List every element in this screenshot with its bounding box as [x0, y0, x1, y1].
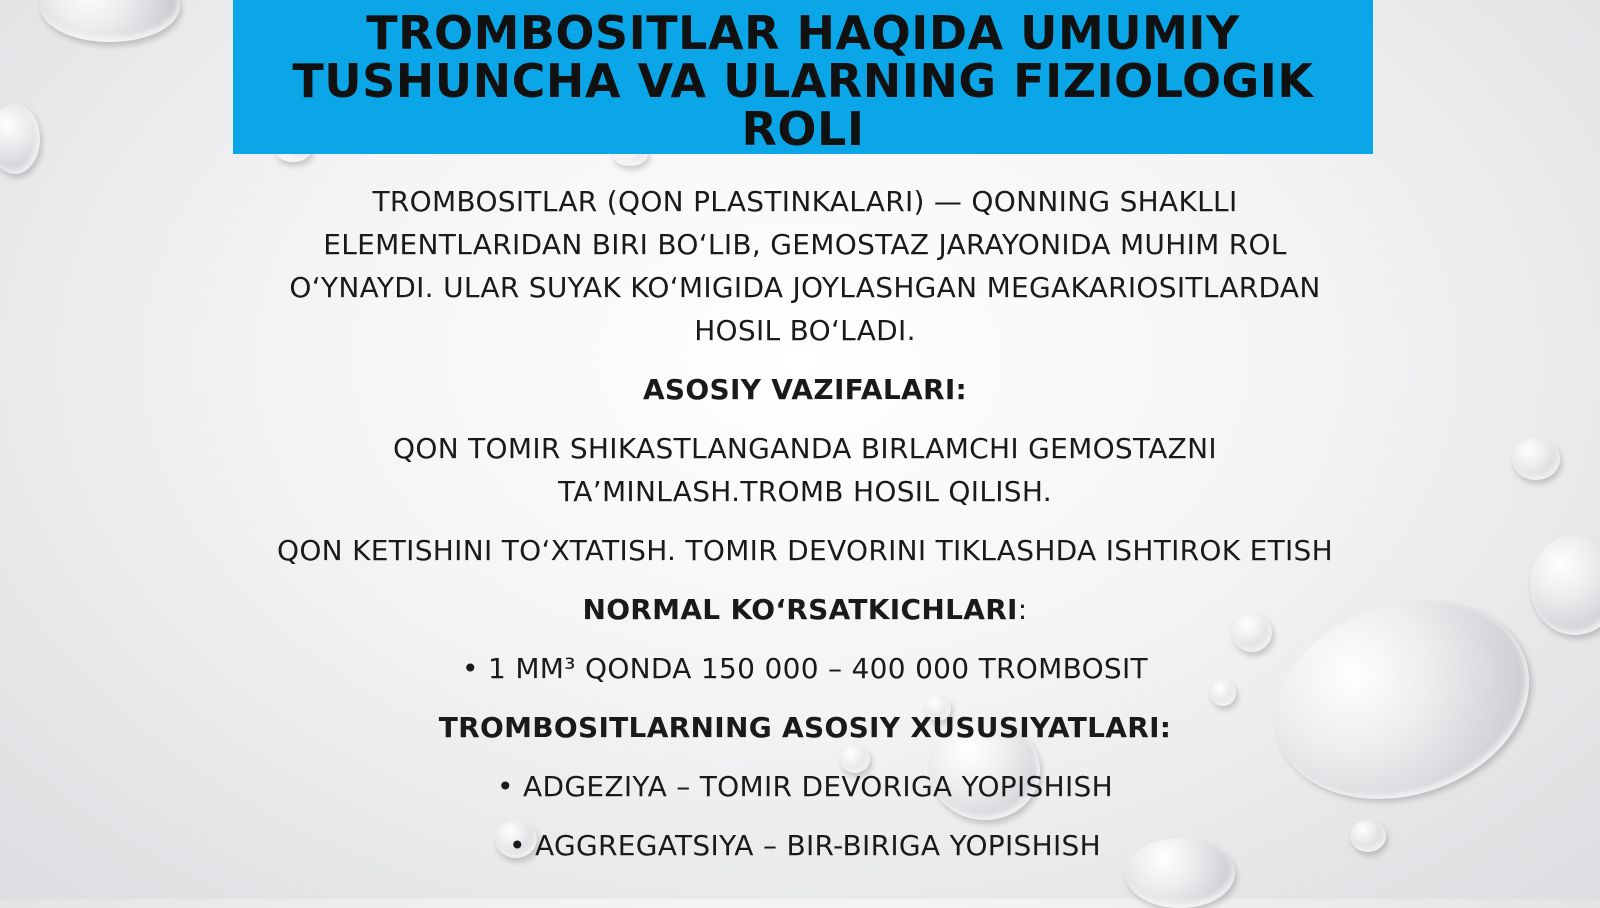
properties-heading: TROMBOSITLARNING ASOSIY XUSUSIYATLARI: — [438, 711, 1172, 744]
slide-title-line-1: TROMBOSITLAR HAQIDA UMUMIY — [366, 6, 1240, 60]
water-drop-decoration — [0, 104, 40, 174]
normal-heading-colon: : — [1017, 593, 1028, 626]
slide-title-line-2: TUSHUNCHA VA ULARNING FIZIOLOGIK ROLI — [292, 54, 1314, 156]
function-item-2: QON KETISHINI TO‘XTATISH. TOMIR DEVORINI TIKLASHDA ISHTIROK ETISH — [276, 534, 1333, 567]
property-item-2: • AGGREGATSIYA – BIR-BIRIGA YOPISHISH — [509, 829, 1101, 862]
water-drop-decoration — [1530, 535, 1600, 635]
title-bar — [233, 0, 1373, 154]
slide-body — [270, 180, 1340, 883]
water-drop-decoration — [1350, 820, 1386, 852]
intro-paragraph: TROMBOSITLAR (QON PLASTINKALARI) — QONNING SHAKLLI ELEMENTLARIDAN BIRI BO‘LIB, GEMOSTAZ JARAYONIDA MUHIM ROL O‘YNAYDI. ULAR SUYAK KO‘MIGIDA JOYLASHGAN MEGAKARIOSITLARDAN HOSIL BO‘LADI. — [289, 185, 1321, 347]
function-item-1: QON TOMIR SHIKASTLANGANDA BIRLAMCHI GEMOSTAZNI TA’MINLASH.TROMB HOSIL QILISH. — [393, 432, 1217, 508]
slide-title — [233, 1, 1373, 156]
water-drop-decoration — [1512, 438, 1560, 480]
normal-heading: NORMAL KO‘RSATKICHLARI — [582, 593, 1018, 626]
normal-value: • 1 MM³ QONDA 150 000 – 400 000 TROMBOSIT — [462, 652, 1148, 685]
functions-heading: ASOSIY VAZIFALARI: — [642, 373, 968, 406]
normal-heading-line — [270, 588, 1340, 631]
property-item-1: • ADGEZIYA – TOMIR DEVORIGA YOPISHISH — [497, 770, 1113, 803]
water-drop-decoration — [40, 0, 180, 42]
